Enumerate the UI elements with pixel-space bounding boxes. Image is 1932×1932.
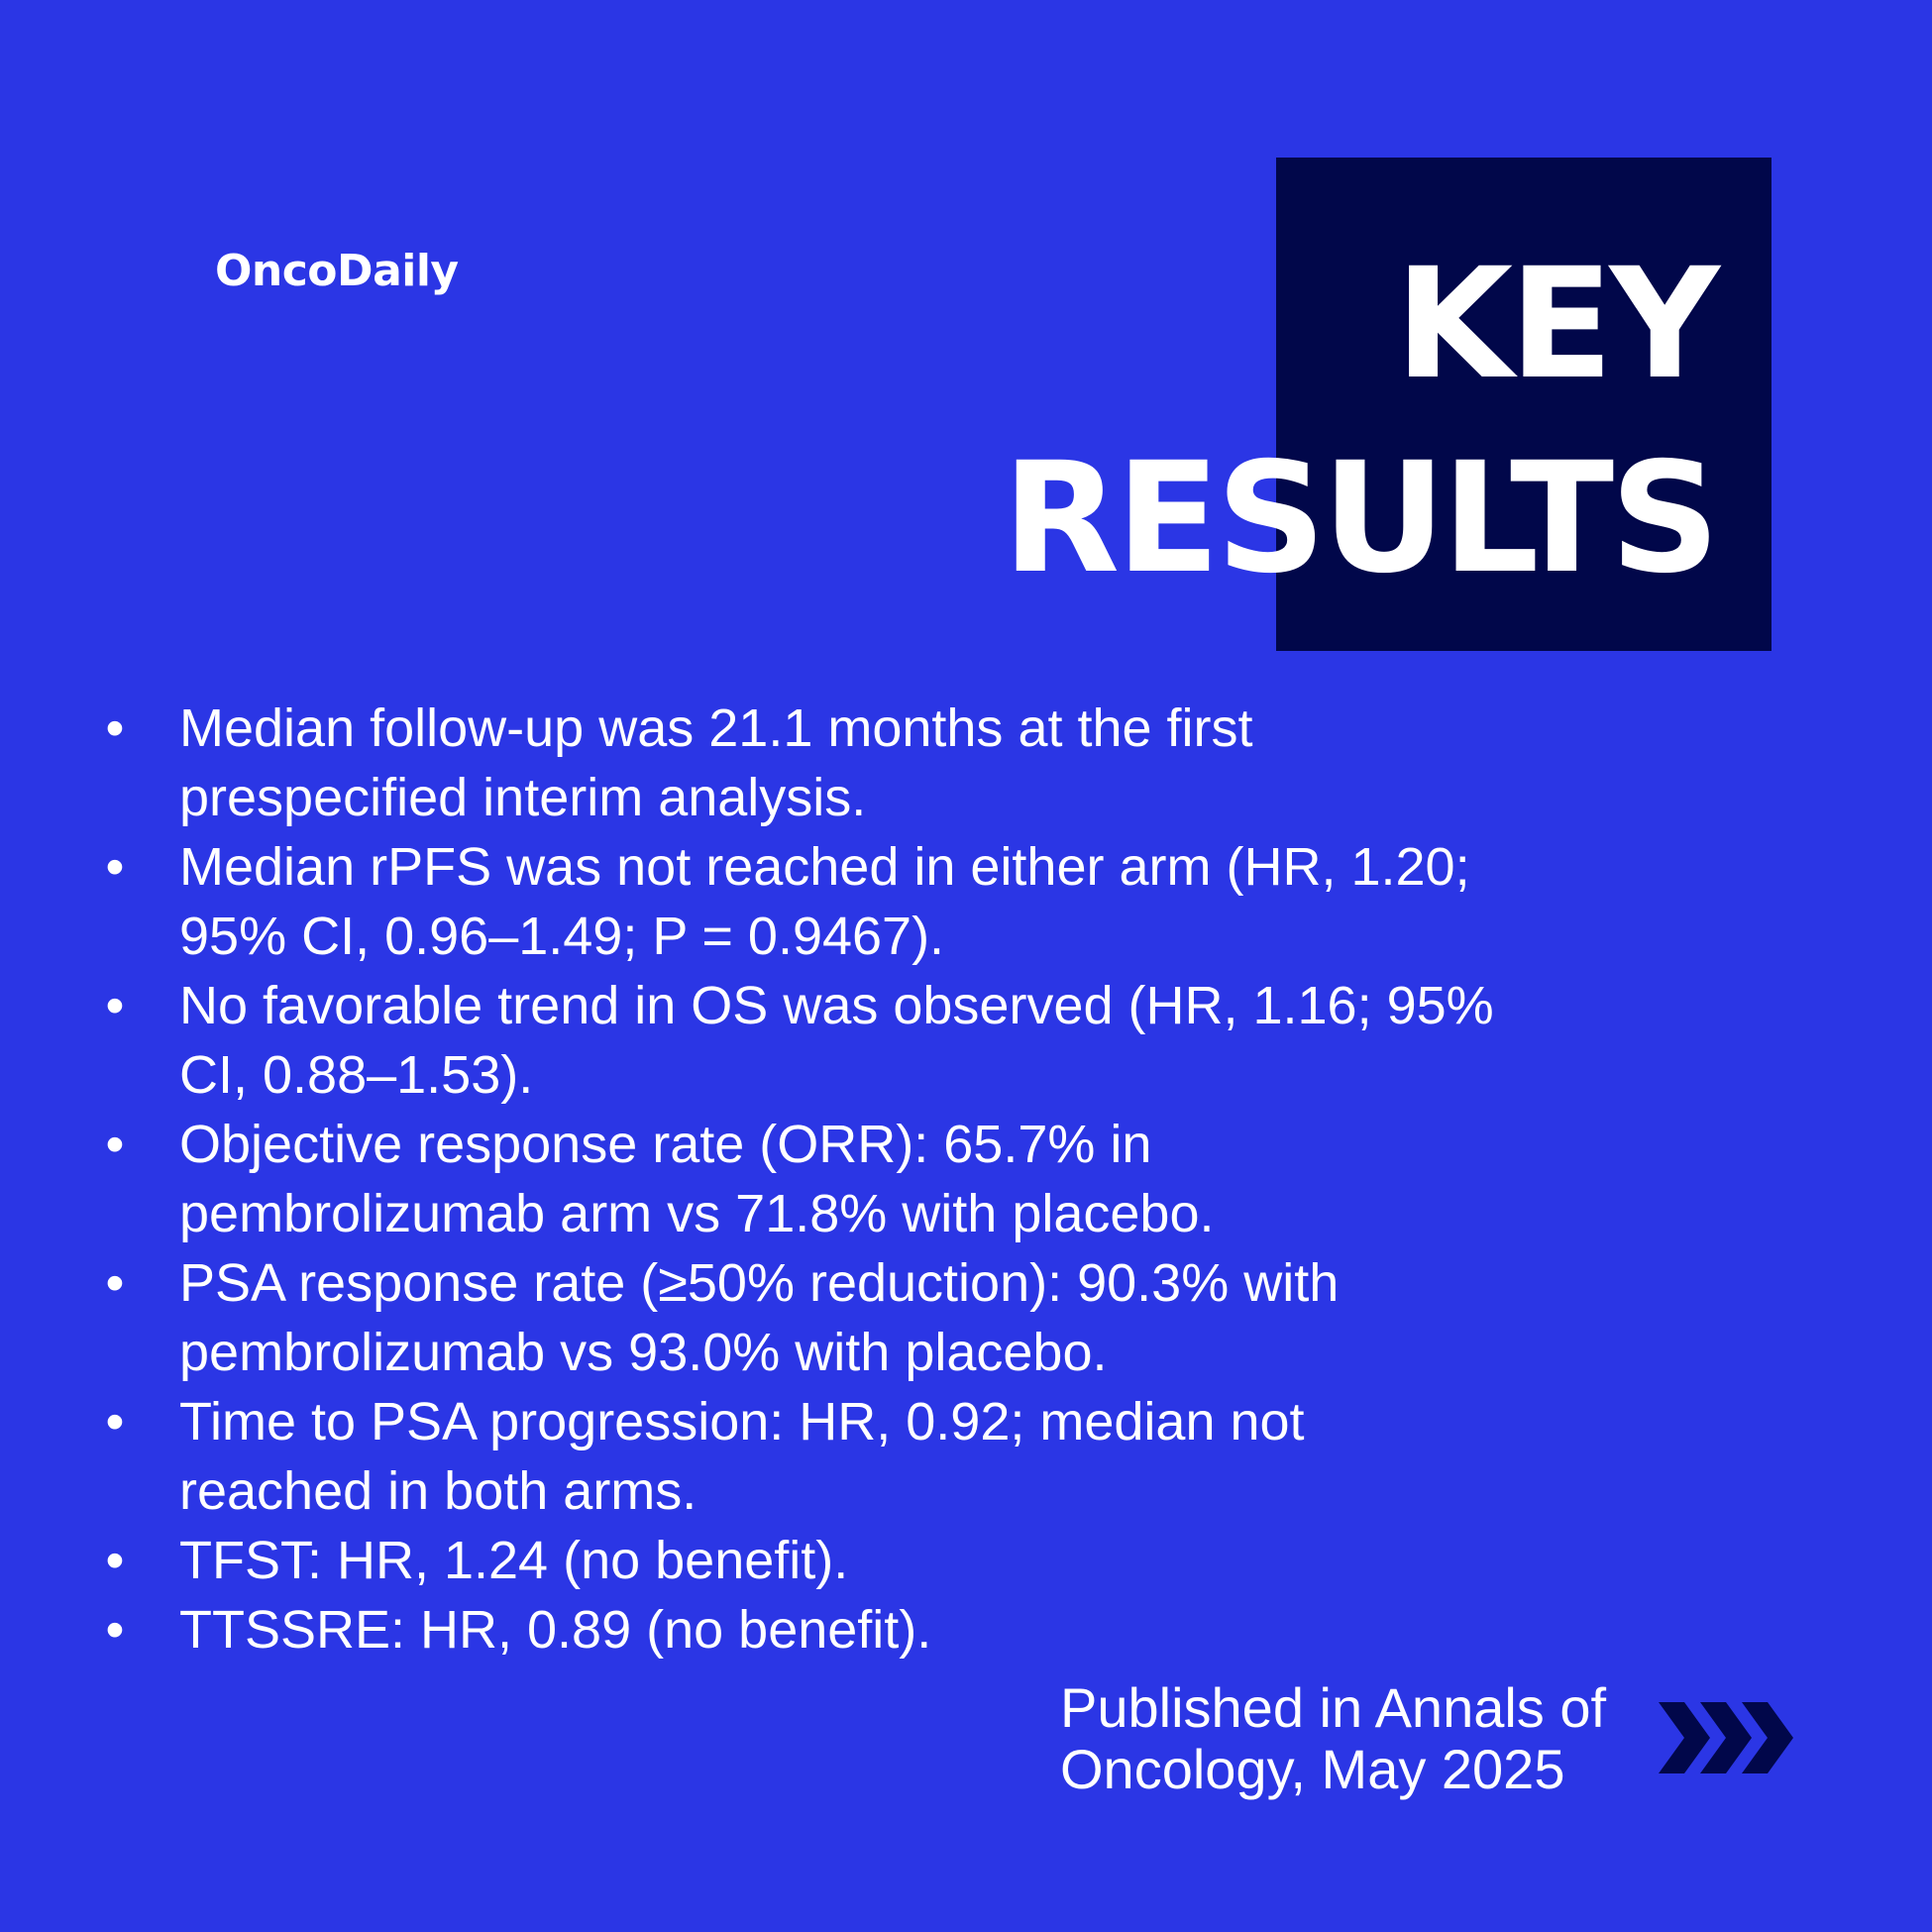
result-line: reached in both arms. (179, 1461, 698, 1521)
result-line: prespecified interim analysis. (179, 768, 867, 827)
bullet-icon: • (105, 1600, 125, 1660)
results-list-item (103, 832, 1609, 971)
publication-note (1060, 1677, 1655, 1800)
bullet-icon: • (105, 1392, 125, 1451)
results-list-item (103, 694, 1609, 832)
bullet-icon: • (105, 837, 125, 897)
result-line: pembrolizumab vs 93.0% with placebo. (179, 1323, 1108, 1382)
results-list-item (103, 1110, 1609, 1248)
results-list-item (103, 1526, 1609, 1595)
result-line: CI, 0.88–1.53). (179, 1045, 534, 1105)
bullet-icon: • (105, 976, 125, 1035)
result-line: pembrolizumab arm vs 71.8% with placebo. (179, 1184, 1215, 1243)
bullet-icon: • (105, 1115, 125, 1174)
bullet-icon: • (105, 698, 125, 758)
result-line: TFST: HR, 1.24 (no benefit). (179, 1531, 849, 1590)
brand-logo: OncoDaily (215, 246, 459, 296)
publication-line-1: Published in Annals of (1060, 1676, 1607, 1739)
publication-line-2: Oncology, May 2025 (1060, 1738, 1565, 1800)
title-line-1: KEY (1394, 236, 1716, 413)
result-line: Median rPFS was not reached in either arm (HR, 1.20; (179, 837, 1470, 897)
result-line: No favorable trend in OS was observed (HR, 1.16; 95% (179, 976, 1494, 1035)
result-line: Median follow-up was 21.1 months at the first (179, 698, 1253, 758)
page-title (1003, 228, 1716, 616)
title-line-2: RESULTS (1002, 430, 1716, 607)
results-list-item (103, 971, 1609, 1110)
results-list-item (103, 1595, 1609, 1664)
results-list-item (103, 1248, 1609, 1387)
bullet-icon: • (105, 1253, 125, 1313)
results-list (103, 694, 1609, 1664)
result-line: PSA response rate (≥50% reduction): 90.3% with (179, 1253, 1340, 1313)
result-line: Objective response rate (ORR): 65.7% in (179, 1115, 1152, 1174)
bullet-icon: • (105, 1531, 125, 1590)
triple-chevron-right-icon[interactable] (1657, 1702, 1801, 1773)
result-line: TTSSRE: HR, 0.89 (no benefit). (179, 1600, 932, 1660)
chevron-1 (1659, 1702, 1710, 1773)
result-line: 95% CI, 0.96–1.49; P = 0.9467). (179, 907, 945, 966)
results-list-item (103, 1387, 1609, 1526)
result-line: Time to PSA progression: HR, 0.92; median not (179, 1392, 1305, 1451)
